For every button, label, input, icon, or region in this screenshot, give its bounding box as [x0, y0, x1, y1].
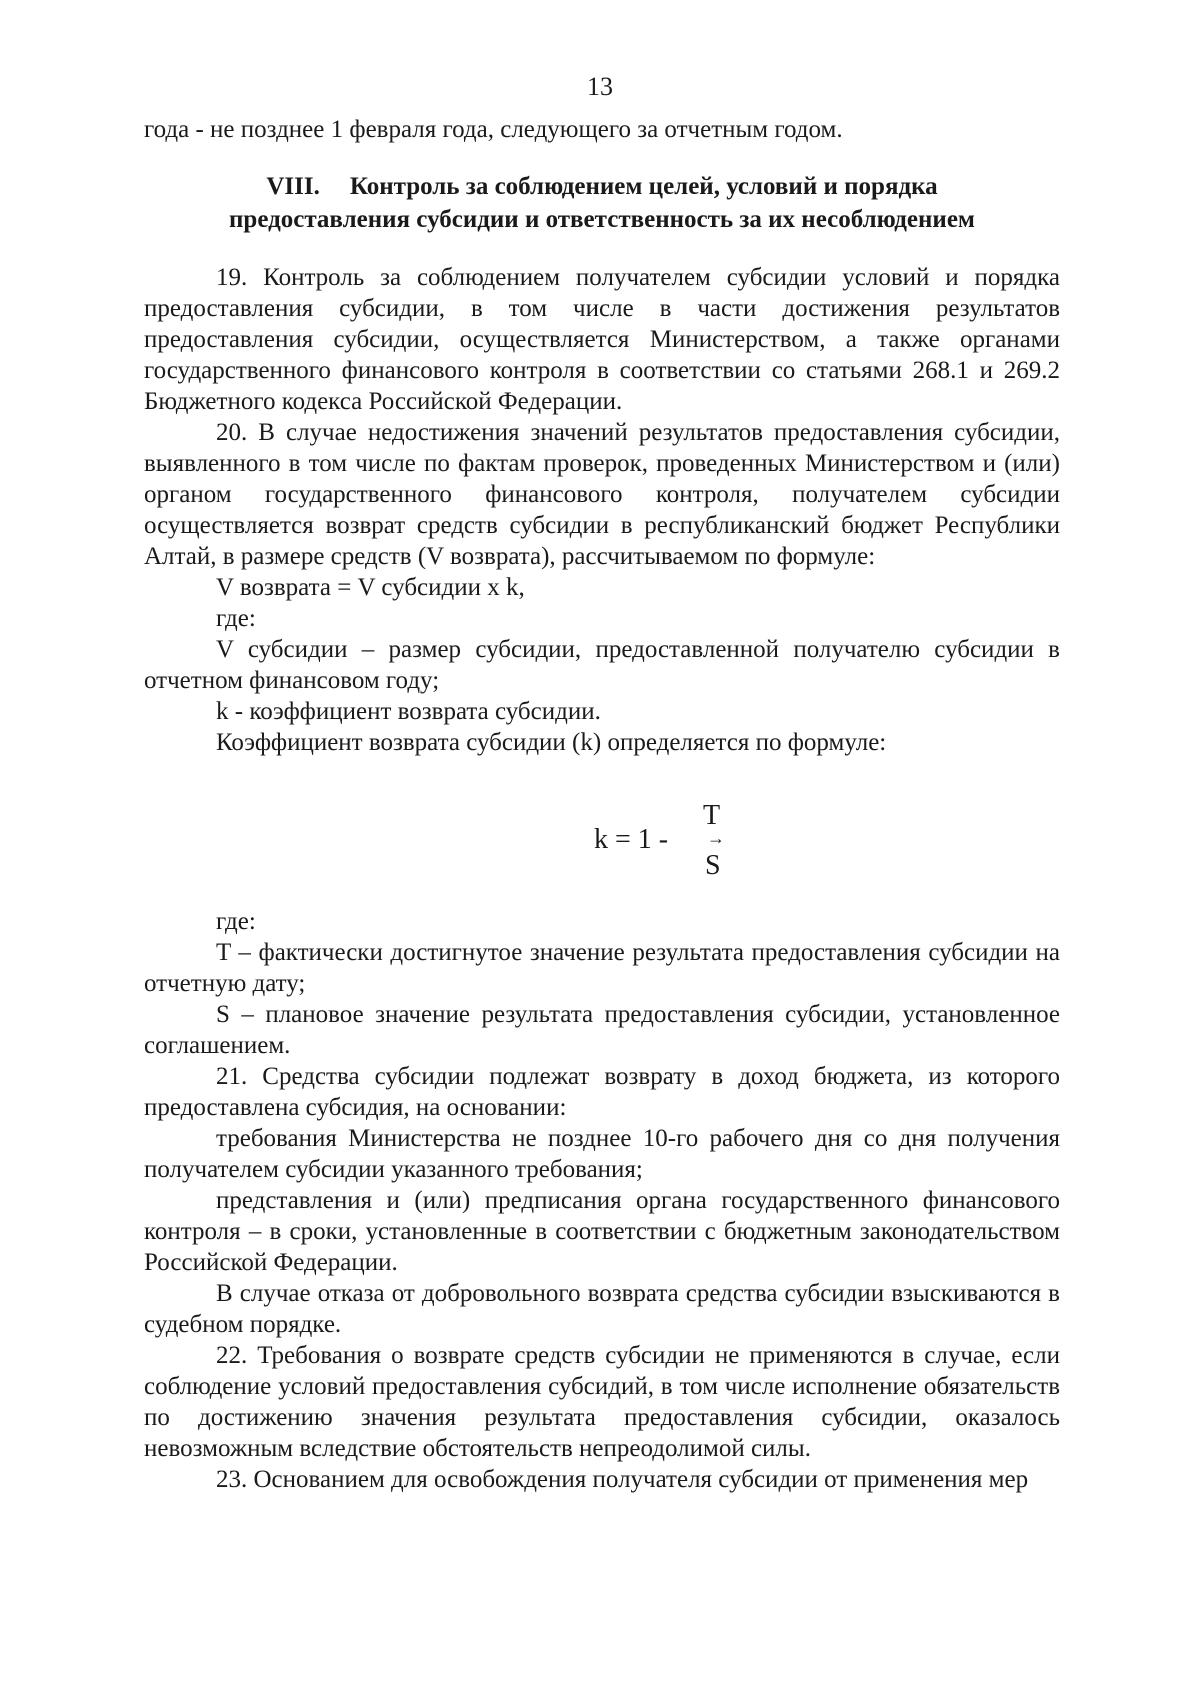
- paragraph-19: 19. Контроль за соблюдением получателем субсидии условий и порядка предоставления субсидии, в том числе в части достижения результатов предоставления субсидии, осуществляется Министерством, а также органами государственного финансового контроля в соответствии со статьями 268.1 и 269.2 Бюджетного кодекса Российской Федерации.: [144, 264, 1060, 415]
- k-formula-denominator: S: [705, 850, 721, 881]
- section-heading-line1: [144, 170, 1060, 203]
- paragraph-20: 20. В случае недостижения значений результатов предоставления субсидии, выявленного в том числе по фактам проверок, проведенных Министерством и (или) органом государственного финансового контроля, получателем субсидии осуществляется возврат средств субсидии в республиканский бюджет Республики Алтай, в размере средств (V возврата), рассчитываемом по формуле:: [144, 419, 1060, 570]
- k-formula-lhs: k = 1 -: [594, 824, 669, 855]
- page-number: 13: [587, 72, 613, 101]
- paragraph-22: 22. Требования о возврате средств субсидии не применяются в случае, если соблюдение условий предоставления субсидий, в том числе исполнение обязательств по достижению значения результата предоставления субсидии, оказалось невозможным вследствие обстоятельств непреодолимой силы.: [144, 1342, 1060, 1462]
- arrow-icon: →: [707, 828, 725, 848]
- paragraph-21: 21. Средства субсидии подлежат возврату в доход бюджета, из которого предоставлена субсидия, на основании:: [144, 1063, 1060, 1121]
- where-label: где:: [216, 605, 256, 632]
- definition-v-subsidy: V субсидии – размер субсидии, предоставленной получателю субсидии в отчетном финансовом году;: [144, 636, 1060, 694]
- paragraph-21-item-1: требования Министерства не позднее 10-го рабочего дня со дня получения получателем субсидии указанного требования;: [144, 1125, 1060, 1183]
- paragraph-23: 23. Основанием для освобождения получателя субсидии от применения мер: [216, 1466, 1029, 1493]
- body-part-1: [144, 262, 1060, 758]
- section-title-line2: предоставления субсидии и ответственность за их несоблюдением: [229, 206, 975, 233]
- section-number: VIII.: [266, 173, 320, 200]
- section-heading: [144, 170, 1060, 236]
- k-formula: [0, 800, 1200, 890]
- paragraph-21-item-2: представления и (или) предписания органа государственного финансового контроля – в сроки, установленные в соответствии с бюджетным законодательством Российской Федерации.: [144, 1187, 1060, 1276]
- k-formula-numerator: T: [703, 800, 721, 831]
- section-title-line1: Контроль за соблюдением целей, условий и порядка: [349, 173, 938, 200]
- continuation-line: года - не позднее 1 февраля года, следующего за отчетным годом.: [144, 116, 843, 143]
- body-part-2: [144, 906, 1060, 1495]
- formula-v-return: V возврата = V субсидии x k,: [216, 574, 525, 601]
- k-formula-intro: Коэффициент возврата субсидии (k) определяется по формуле:: [216, 729, 887, 756]
- where-label-2: где:: [216, 908, 256, 935]
- definition-k: k - коэффициент возврата субсидии.: [216, 698, 601, 725]
- definition-s: S – плановое значение результата предоставления субсидии, установленное соглашением.: [144, 1001, 1060, 1059]
- paragraph-21-item-3: В случае отказа от добровольного возврата средства субсидии взыскиваются в судебном порядке.: [144, 1280, 1060, 1338]
- definition-t: T – фактически достигнутое значение результата предоставления субсидии на отчетную дату;: [144, 939, 1060, 997]
